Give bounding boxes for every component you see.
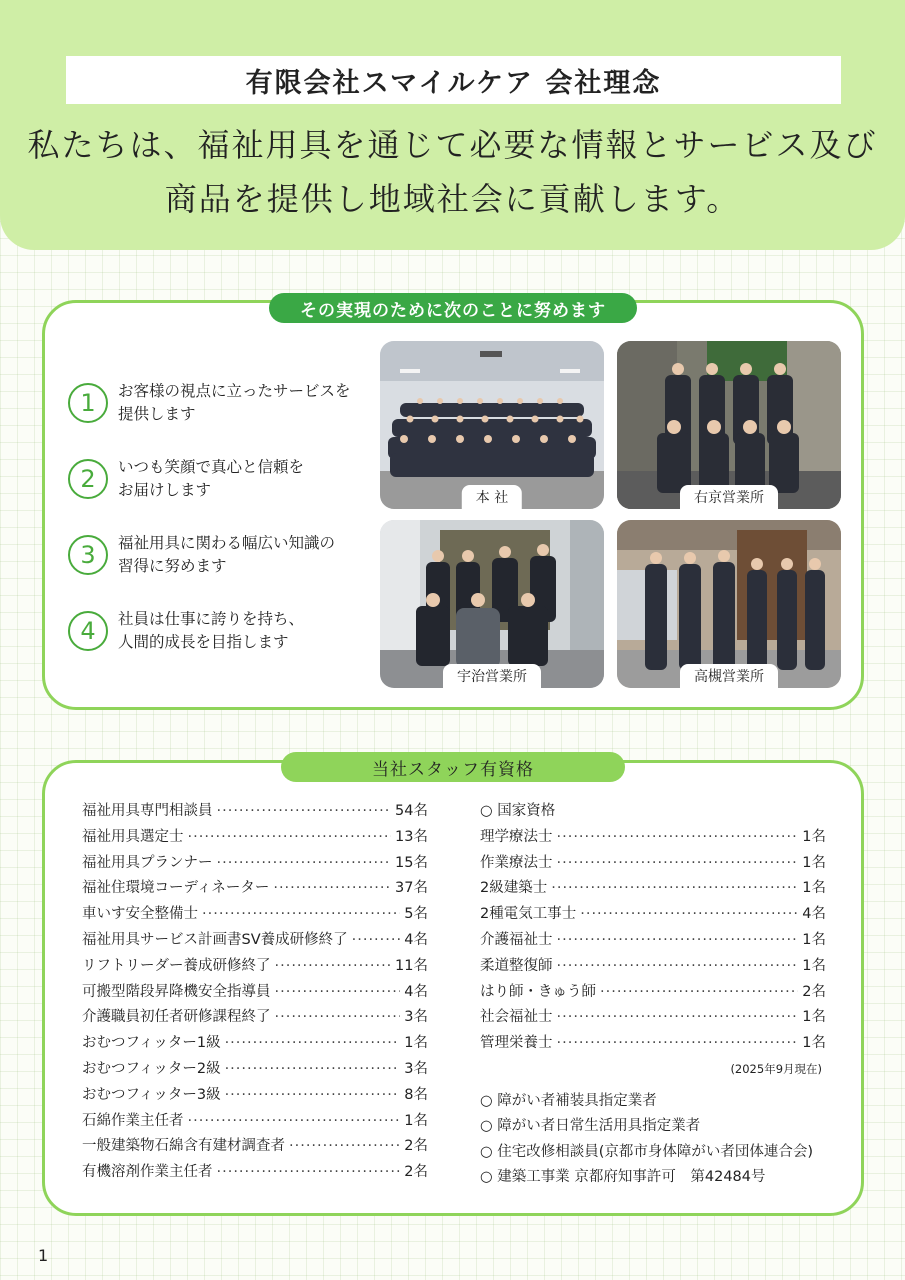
commitment-line: 提供します <box>118 405 196 423</box>
commitment-line: 社員は仕事に誇りを持ち、 <box>118 610 305 628</box>
qualification-count: 1名 <box>404 1035 428 1052</box>
leader-dots <box>557 829 799 845</box>
qualification-count: 1名 <box>802 854 826 871</box>
qualification-row <box>480 851 826 877</box>
commitment-text <box>118 532 335 578</box>
qualification-name: リフトリーダー養成研修終了 <box>82 957 271 974</box>
philosophy-line: 私たちは、福祉用具を通じて必要な情報とサービス及び <box>27 126 878 164</box>
leader-dots <box>217 803 392 819</box>
group-photo-image <box>380 341 604 509</box>
qualification-count: 2名 <box>802 983 826 1000</box>
commitment-item <box>68 608 378 654</box>
qualification-count: 1名 <box>802 1009 826 1026</box>
page-title: 有限会社スマイルケア 会社理念 <box>66 56 841 104</box>
commitment-text <box>118 456 304 502</box>
leader-dots <box>289 1138 400 1154</box>
qualification-row <box>480 980 826 1006</box>
qualification-name: 介護福祉士 <box>480 931 553 948</box>
leader-dots <box>202 906 400 922</box>
philosophy-line: 商品を提供し地域社会に貢献します。 <box>164 180 741 218</box>
leader-dots <box>275 1009 401 1025</box>
leader-dots <box>557 958 799 974</box>
qualification-row <box>82 1057 428 1083</box>
leader-dots <box>273 880 391 896</box>
qualification-row <box>82 1109 428 1135</box>
commitment-line: 習得に努めます <box>118 557 227 575</box>
qualification-name: 作業療法士 <box>480 854 553 871</box>
commitment-item <box>68 380 378 426</box>
group-photo-image <box>617 520 841 688</box>
leader-dots <box>217 855 392 871</box>
qualification-name: おむつフィッター2級 <box>82 1060 221 1077</box>
leader-dots <box>188 1113 401 1129</box>
qualification-row <box>82 799 428 825</box>
photo-caption: 宇治営業所 <box>443 664 541 688</box>
qualification-name: 有機溶剤作業主任者 <box>82 1164 213 1181</box>
qualification-name: 社会福祉士 <box>480 1009 553 1026</box>
qualification-count: 8名 <box>404 1086 428 1103</box>
qualification-count: 4名 <box>404 931 428 948</box>
qualification-count: 5名 <box>404 906 428 923</box>
photo-caption: 高槻営業所 <box>680 664 778 688</box>
qualification-row <box>82 825 428 851</box>
commitment-line: 福祉用具に関わる幅広い知識の <box>118 534 336 552</box>
leader-dots <box>275 984 401 1000</box>
qualification-name: はり師・きゅう師 <box>480 983 596 1000</box>
leader-dots <box>557 1009 799 1025</box>
qualification-count: 3名 <box>404 1060 428 1077</box>
qualification-count: 1名 <box>802 880 826 897</box>
commitment-text <box>118 380 351 426</box>
circled-number: 1 <box>68 383 108 423</box>
qualification-count: 1名 <box>802 1035 826 1052</box>
qualification-count: 1名 <box>404 1112 428 1129</box>
group-photo-image <box>617 341 841 509</box>
qualification-row <box>82 1005 428 1031</box>
qualification-count: 2名 <box>404 1164 428 1181</box>
qualification-row <box>480 902 826 928</box>
circled-number: 2 <box>68 459 108 499</box>
qualification-name: 福祉用具選定士 <box>82 828 184 845</box>
certification-item: ○ 障がい者補装具指定業者 <box>480 1092 657 1109</box>
national-qualifications <box>480 799 826 1191</box>
qualification-row <box>480 1005 826 1031</box>
qualification-row <box>82 1134 428 1160</box>
qualification-count: 4名 <box>404 983 428 1000</box>
leader-dots <box>275 958 392 974</box>
qualification-row <box>480 876 826 902</box>
qualification-count: 37名 <box>395 880 428 897</box>
qualification-count: 13名 <box>395 828 428 845</box>
qualification-name: 柔道整復師 <box>480 957 553 974</box>
qualification-name: 福祉用具サービス計画書SV養成研修終了 <box>82 931 348 948</box>
qualification-count: 1名 <box>802 931 826 948</box>
qualification-name: おむつフィッター3級 <box>82 1086 221 1103</box>
leader-dots <box>217 1164 401 1180</box>
leader-dots <box>225 1087 401 1103</box>
national-heading: ○ 国家資格 <box>480 803 556 819</box>
qualification-count: 15名 <box>395 854 428 871</box>
qualification-name: 車いす安全整備士 <box>82 906 198 923</box>
qualification-name: 福祉住環境コーディネーター <box>82 880 270 897</box>
photo-head-office <box>380 341 604 509</box>
commitment-line: いつも笑顔で真心と信頼を <box>118 458 305 476</box>
company-philosophy <box>0 118 905 226</box>
commitment-text <box>118 608 304 654</box>
qualification-count: 4名 <box>802 906 826 923</box>
qualification-row <box>82 954 428 980</box>
certification-list <box>480 1089 826 1191</box>
photo-takatsuki-office <box>617 520 841 688</box>
certification-item: ○ 建築工事業 京都府知事許可 第42484号 <box>480 1169 766 1186</box>
commitments-heading: その実現のために次のことに努めます <box>269 293 637 323</box>
commitment-item <box>68 456 378 502</box>
qualifications-heading: 当社スタッフ有資格 <box>281 752 625 782</box>
qualification-name: 一般建築物石綿含有建材調査者 <box>82 1138 285 1155</box>
qualification-count: 2名 <box>404 1138 428 1155</box>
leader-dots <box>225 1061 401 1077</box>
circled-number: 4 <box>68 611 108 651</box>
certification-item: ○ 障がい者日常生活用具指定業者 <box>480 1118 701 1135</box>
qualifications-list <box>82 799 428 1186</box>
qualification-name: 管理栄養士 <box>480 1035 553 1052</box>
certification-item: ○ 住宅改修相談員(京都市身体障がい者団体連合会) <box>480 1143 814 1160</box>
qualification-name: おむつフィッター1級 <box>82 1035 221 1052</box>
group-photo-image <box>380 520 604 688</box>
qualification-name: 可搬型階段昇降機安全指導員 <box>82 983 271 1000</box>
qualification-name: 2種電気工事士 <box>480 906 577 923</box>
qualification-row <box>82 902 428 928</box>
qualification-row <box>82 928 428 954</box>
qualification-name: 2級建築士 <box>480 880 548 897</box>
commitment-item <box>68 532 378 578</box>
photo-caption: 右京営業所 <box>680 485 778 509</box>
leader-dots <box>352 932 401 948</box>
qualification-count: 11名 <box>395 957 428 974</box>
qualification-row <box>82 1031 428 1057</box>
qualification-name: 福祉用具プランナー <box>82 854 213 871</box>
qualification-row <box>480 825 826 851</box>
qualification-count: 1名 <box>802 957 826 974</box>
as-of-date: (2025年9月現在) <box>730 1061 822 1076</box>
qualification-row <box>82 980 428 1006</box>
qualification-name: 介護職員初任者研修課程終了 <box>82 1009 271 1026</box>
commitment-line: 人間的成長を目指します <box>118 633 289 651</box>
photo-ukyo-office <box>617 341 841 509</box>
photo-uji-office <box>380 520 604 688</box>
qualification-count: 1名 <box>802 828 826 845</box>
qualification-row <box>82 851 428 877</box>
leader-dots <box>551 880 798 896</box>
qualification-row <box>480 954 826 980</box>
qualification-count: 54名 <box>395 803 428 819</box>
qualification-count: 3名 <box>404 1009 428 1026</box>
qualification-name: 福祉用具専門相談員 <box>82 803 213 819</box>
qualification-row <box>82 876 428 902</box>
commitment-line: お客様の視点に立ったサービスを <box>118 382 351 400</box>
leader-dots <box>557 932 799 948</box>
qualification-name: 石綿作業主任者 <box>82 1112 184 1129</box>
qualification-row <box>480 928 826 954</box>
circled-number: 3 <box>68 535 108 575</box>
leader-dots <box>225 1035 401 1051</box>
leader-dots <box>557 855 799 871</box>
leader-dots <box>600 984 798 1000</box>
leader-dots <box>580 906 798 922</box>
page-number: 1 <box>38 1246 49 1265</box>
leader-dots <box>557 1035 799 1051</box>
qualification-name: 理学療法士 <box>480 828 553 845</box>
leader-dots <box>188 829 392 845</box>
commitment-line: お届けします <box>118 481 212 499</box>
qualification-row <box>82 1160 428 1186</box>
qualification-row <box>82 1083 428 1109</box>
qualification-row <box>480 1031 826 1057</box>
photo-caption: 本 社 <box>462 485 522 509</box>
